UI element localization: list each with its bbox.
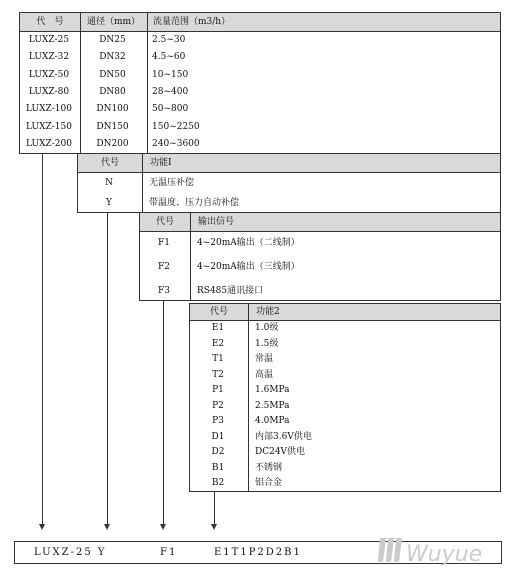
header-diameter: 通径（mm） — [86, 17, 141, 27]
svg-text:Wuyue: Wuyue — [406, 542, 483, 567]
function2-code-cell: B2 — [211, 478, 225, 488]
output-code-cell: F3 — [158, 286, 170, 296]
function2-desc-cell: 1.0级 — [255, 323, 279, 333]
function1-desc-cell: 带温度、压力自动补偿 — [149, 198, 240, 208]
model-code-cell: LUXZ-50 — [28, 69, 70, 80]
function2-code-cell: E1 — [211, 323, 225, 333]
header-code: 代 号 — [36, 17, 64, 27]
header-code: 代号 — [209, 307, 228, 317]
diameter-cell: DN150 — [96, 121, 129, 132]
wuyue-logo-icon — [378, 532, 488, 572]
diameter-cell: DN25 — [99, 35, 126, 45]
function2-desc-cell: 内部3.6V供电 — [255, 431, 312, 442]
function1-code-cell: Y — [106, 198, 112, 208]
function2-code-cell: T1 — [212, 354, 224, 364]
arrow-down-icon — [211, 524, 217, 530]
model-code-cell: LUXZ-200 — [26, 138, 72, 149]
arrow-down-icon — [160, 524, 166, 530]
spec-table-output — [139, 212, 501, 301]
function2-code-cell: P2 — [212, 400, 224, 411]
model-code-output: F1 — [160, 547, 178, 558]
function2-desc-cell: 常温 — [255, 354, 274, 364]
header-code: 代号 — [100, 158, 119, 168]
diameter-cell: DN32 — [99, 52, 126, 63]
function2-code-cell: D1 — [211, 431, 225, 442]
flow-range-cell: 240~3600 — [152, 138, 200, 149]
diameter-cell: DN100 — [96, 104, 129, 115]
function1-code-cell: N — [105, 178, 113, 188]
header-function2: 功能2 — [256, 307, 280, 317]
flow-range-cell: 4.5~60 — [152, 52, 186, 63]
flow-range-cell: 50~800 — [152, 104, 189, 115]
output-desc-cell: RS485通讯接口 — [197, 286, 264, 296]
output-desc-cell: 4~20mA输出（三线制） — [197, 262, 300, 272]
function2-desc-cell: 铝合金 — [255, 478, 283, 488]
column-divider — [190, 213, 191, 300]
flow-range-cell: 150~2250 — [152, 121, 200, 132]
header-flow-range: 流量范围（m3/h） — [153, 17, 231, 27]
column-divider — [147, 13, 148, 153]
column-divider — [248, 304, 249, 491]
function2-desc-cell: 1.5级 — [255, 338, 279, 349]
connector-line-function2 — [214, 492, 215, 526]
flow-range-cell: 28~400 — [152, 86, 189, 97]
function2-desc-cell: DC24V供电 — [255, 447, 306, 457]
connector-line-function1 — [107, 213, 108, 526]
diameter-cell: DN200 — [96, 138, 129, 149]
model-code-cell: LUXZ-32 — [28, 52, 70, 63]
column-divider — [142, 154, 143, 212]
diameter-cell: DN80 — [99, 86, 126, 97]
connector-line-output — [163, 301, 164, 526]
model-code-cell: LUXZ-80 — [28, 86, 70, 97]
function2-code-cell: E2 — [211, 338, 225, 349]
header-function1: 功能I — [150, 158, 172, 168]
model-code-cell: LUXZ-150 — [26, 121, 72, 132]
model-code-cell: LUXZ-100 — [26, 104, 72, 115]
model-code-cell: LUXZ-25 — [28, 35, 70, 45]
function2-desc-cell: 不锈钢 — [255, 462, 283, 473]
function1-desc-cell: 无温压补偿 — [149, 178, 195, 188]
header-output-signal: 输出信号 — [198, 217, 235, 227]
flow-range-cell: 2.5~30 — [152, 35, 186, 45]
function2-desc-cell: 高温 — [255, 369, 274, 380]
table-header — [140, 213, 500, 232]
flow-range-cell: 10~150 — [152, 69, 189, 80]
model-code-function2: E1T1P2D2B1 — [214, 547, 302, 558]
output-desc-cell: 4~20mA输出（二线制） — [197, 238, 300, 248]
arrow-down-icon — [104, 524, 110, 530]
model-code-base: LUXZ-25 Y — [34, 547, 107, 558]
function2-desc-cell: 2.5MPa — [255, 400, 290, 411]
wuyue-logo — [378, 532, 488, 576]
function2-code-cell: D2 — [211, 447, 225, 457]
output-code-cell: F2 — [158, 262, 170, 272]
header-code: 代号 — [155, 217, 174, 227]
diameter-cell: DN50 — [99, 69, 126, 80]
function2-desc-cell: 4.0MPa — [255, 416, 290, 426]
function2-code-cell: P1 — [212, 385, 224, 395]
output-code-cell: F1 — [158, 238, 170, 248]
function2-desc-cell: 1.6MPa — [255, 385, 290, 395]
arrow-down-icon — [39, 524, 45, 530]
connector-line-model — [42, 154, 43, 526]
function2-code-cell: P3 — [212, 416, 224, 426]
function2-code-cell: T2 — [212, 369, 224, 380]
function2-code-cell: B1 — [211, 462, 225, 473]
